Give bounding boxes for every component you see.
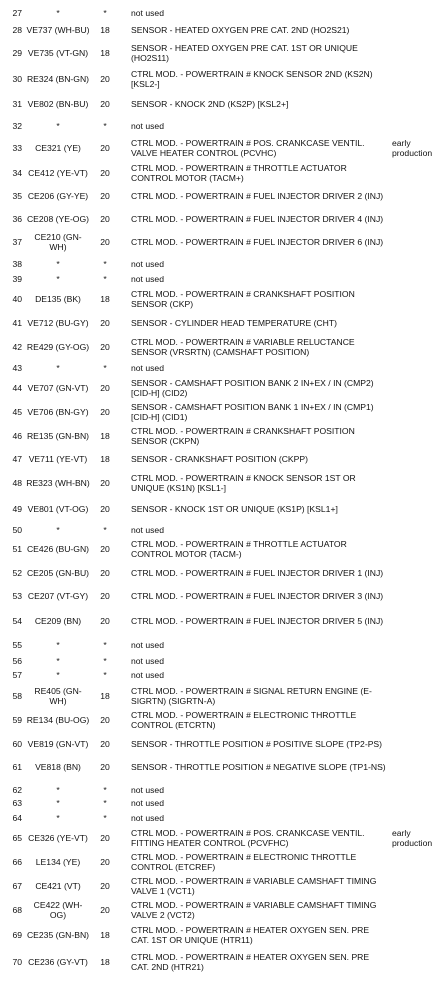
pin-number: 70 xyxy=(12,957,22,967)
circuit-description: CTRL MOD. - POWERTRAIN # ELECTRONIC THROTTLE CONTROL (ETCRTN) xyxy=(131,710,357,730)
wire-gauge: 20 xyxy=(100,99,110,109)
wire-code: VE706 (BN-GY) xyxy=(27,407,89,417)
circuit-description: not used xyxy=(131,670,164,680)
table-row xyxy=(0,536,443,562)
wire-code: * xyxy=(56,785,60,795)
table-row xyxy=(0,446,443,472)
wire-code: RE324 (BN-GN) xyxy=(26,74,90,84)
circuit-description: not used xyxy=(131,785,164,795)
circuit-description: CTRL MOD. - POWERTRAIN # FUEL INJECTOR DRIVER 6 (INJ) xyxy=(131,237,384,247)
circuit-description: not used xyxy=(131,798,164,808)
wire-gauge: 20 xyxy=(100,407,110,417)
circuit-description: not used xyxy=(131,640,164,650)
wire-code: * xyxy=(56,813,60,823)
table-row xyxy=(0,375,443,401)
wire-code: VE707 (GN-VT) xyxy=(27,383,89,393)
wire-code: * xyxy=(56,640,60,650)
circuit-description: CTRL MOD. - POWERTRAIN # FUEL INJECTOR DRIVER 5 (INJ) xyxy=(131,616,384,626)
wire-gauge: 20 xyxy=(100,881,110,891)
wire-gauge: 18 xyxy=(100,454,110,464)
wire-gauge: 20 xyxy=(100,504,110,514)
wire-gauge: 20 xyxy=(100,568,110,578)
wire-gauge: 18 xyxy=(100,25,110,35)
wire-code: * xyxy=(56,525,60,535)
table-row xyxy=(0,707,443,733)
table-row xyxy=(0,897,443,923)
pin-number: 42 xyxy=(12,342,22,352)
table-row xyxy=(0,40,443,66)
circuit-description: not used xyxy=(131,525,164,535)
wire-gauge: * xyxy=(103,813,107,823)
circuit-description: SENSOR - KNOCK 1ST OR UNIQUE (KS1P) [KSL1+] xyxy=(131,504,338,514)
wire-code: * xyxy=(56,274,60,284)
pin-number: 56 xyxy=(12,656,22,666)
circuit-description: CTRL MOD. - POWERTRAIN # VARIABLE CAMSHAFT TIMING VALVE 2 (VCT2) xyxy=(131,900,377,920)
table-row xyxy=(0,470,443,496)
circuit-description: CTRL MOD. - POWERTRAIN # CRANKSHAFT POSITION SENSOR (CKPN) xyxy=(131,426,355,446)
wire-code: RE429 (GY-OG) xyxy=(26,342,90,352)
pin-number: 67 xyxy=(12,881,22,891)
circuit-description: not used xyxy=(131,259,164,269)
pin-number: 40 xyxy=(12,294,22,304)
wire-gauge: 20 xyxy=(100,342,110,352)
circuit-description: SENSOR - THROTTLE POSITION # NEGATIVE SLOPE (TP1-NS) xyxy=(131,762,386,772)
pin-number: 53 xyxy=(12,591,22,601)
wire-code: CE321 (YE) xyxy=(35,143,81,153)
pin-number: 69 xyxy=(12,930,22,940)
table-row xyxy=(0,66,443,92)
table-row xyxy=(0,683,443,709)
pin-number: 48 xyxy=(12,478,22,488)
wire-gauge: 20 xyxy=(100,74,110,84)
wire-gauge: 20 xyxy=(100,591,110,601)
circuit-description: not used xyxy=(131,363,164,373)
pin-number: 47 xyxy=(12,454,22,464)
table-row xyxy=(0,583,443,609)
wire-gauge: 18 xyxy=(100,957,110,967)
circuit-description: not used xyxy=(131,813,164,823)
wire-code: CE421 (VT) xyxy=(35,881,81,891)
circuit-description: CTRL MOD. - POWERTRAIN # HEATER OXYGEN SEN. PRE CAT. 2ND (HTR21) xyxy=(131,952,370,972)
wire-code: * xyxy=(56,121,60,131)
circuit-description: CTRL MOD. - POWERTRAIN # ELECTRONIC THROTTLE CONTROL (ETCREF) xyxy=(131,852,357,872)
circuit-description: CTRL MOD. - POWERTRAIN # THROTTLE ACTUATOR CONTROL MOTOR (TACM+) xyxy=(131,163,347,183)
pin-number: 45 xyxy=(12,407,22,417)
wire-gauge: * xyxy=(103,785,107,795)
circuit-description: CTRL MOD. - POWERTRAIN # CRANKSHAFT POSITION SENSOR (CKP) xyxy=(131,289,355,309)
table-row xyxy=(0,608,443,634)
wire-gauge: 20 xyxy=(100,833,110,843)
wire-code: CE412 (YE-VT) xyxy=(28,168,88,178)
pin-number: 36 xyxy=(12,214,22,224)
pin-number: 28 xyxy=(12,25,22,35)
wire-gauge: * xyxy=(103,640,107,650)
circuit-description: CTRL MOD. - POWERTRAIN # FUEL INJECTOR DRIVER 3 (INJ) xyxy=(131,591,384,601)
wire-gauge: * xyxy=(103,259,107,269)
wire-gauge: 20 xyxy=(100,905,110,915)
table-row xyxy=(0,849,443,875)
wire-code: * xyxy=(56,259,60,269)
table-row xyxy=(0,135,443,161)
pin-number: 50 xyxy=(12,525,22,535)
pin-number: 29 xyxy=(12,48,22,58)
circuit-description: CTRL MOD. - POWERTRAIN # HEATER OXYGEN SEN. PRE CAT. 1ST OR UNIQUE (HTR11) xyxy=(131,925,370,945)
wire-gauge: 20 xyxy=(100,739,110,749)
pin-number: 27 xyxy=(12,8,22,18)
wire-gauge: * xyxy=(103,670,107,680)
wire-code: VE711 (YE-VT) xyxy=(28,454,88,464)
circuit-description: CTRL MOD. - POWERTRAIN # POS. CRANKCASE VENTIL. FITTING HEATER CONTROL (PCVFHC) xyxy=(131,828,365,848)
wire-gauge: 20 xyxy=(100,762,110,772)
pin-number: 38 xyxy=(12,259,22,269)
wire-code: RE323 (WH-BN) xyxy=(26,478,90,488)
circuit-description: CTRL MOD. - POWERTRAIN # FUEL INJECTOR DRIVER 4 (INJ) xyxy=(131,214,384,224)
pin-number: 39 xyxy=(12,274,22,284)
circuit-description: SENSOR - CAMSHAFT POSITION BANK 1 IN+EX / IN (CMP1) [CID-H] (CID1) xyxy=(131,402,374,422)
table-row xyxy=(0,399,443,425)
pin-number: 32 xyxy=(12,121,22,131)
wire-code: CE326 (YE-VT) xyxy=(28,833,88,843)
wire-code: CE422 (WH-OG) xyxy=(33,900,83,920)
pin-number: 61 xyxy=(12,762,22,772)
wire-code: VE735 (VT-GN) xyxy=(27,48,89,58)
wire-gauge: 20 xyxy=(100,237,110,247)
pin-number: 41 xyxy=(12,318,22,328)
wire-gauge: 20 xyxy=(100,318,110,328)
circuit-description: SENSOR - KNOCK 2ND (KS2P) [KSL2+] xyxy=(131,99,289,109)
wire-code: RE134 (BU-OG) xyxy=(26,715,90,725)
pin-number: 64 xyxy=(12,813,22,823)
wire-code: * xyxy=(56,8,60,18)
circuit-description: SENSOR - THROTTLE POSITION # POSITIVE SLOPE (TP2-PS) xyxy=(131,739,383,749)
wire-gauge: 18 xyxy=(100,294,110,304)
pin-number: 59 xyxy=(12,715,22,725)
pin-number: 31 xyxy=(12,99,22,109)
wire-code: CE235 (GN-BN) xyxy=(26,930,90,940)
wire-gauge: 20 xyxy=(100,715,110,725)
circuit-description: CTRL MOD. - POWERTRAIN # POS. CRANKCASE VENTIL. VALVE HEATER CONTROL (PCVHC) xyxy=(131,138,365,158)
wire-gauge: * xyxy=(103,363,107,373)
wire-gauge: * xyxy=(103,656,107,666)
wire-gauge: 20 xyxy=(100,857,110,867)
circuit-description: SENSOR - CYLINDER HEAD TEMPERATURE (CHT) xyxy=(131,318,337,328)
wire-code: VE712 (BU-GY) xyxy=(27,318,89,328)
wire-gauge: 18 xyxy=(100,691,110,701)
circuit-description: SENSOR - CAMSHAFT POSITION BANK 2 IN+EX / IN (CMP2) [CID-H] (CID2) xyxy=(131,378,374,398)
wire-code: VE819 (GN-VT) xyxy=(27,739,89,749)
circuit-description: CTRL MOD. - POWERTRAIN # KNOCK SENSOR 2ND (KS2N) [KSL2-] xyxy=(131,69,373,89)
wire-gauge: 20 xyxy=(100,544,110,554)
wire-code: RE405 (GN-WH) xyxy=(34,686,82,706)
pin-number: 33 xyxy=(12,143,22,153)
wire-code: * xyxy=(56,670,60,680)
circuit-description: not used xyxy=(131,656,164,666)
pin-number: 58 xyxy=(12,691,22,701)
circuit-description: SENSOR - HEATED OXYGEN PRE CAT. 2ND (HO2S21) xyxy=(131,25,350,35)
circuit-description: CTRL MOD. - POWERTRAIN # FUEL INJECTOR DRIVER 1 (INJ) xyxy=(131,568,384,578)
wire-code: VE737 (WH-BU) xyxy=(26,25,90,35)
wire-code: DE135 (BK) xyxy=(35,294,81,304)
wire-code: CE426 (BU-GN) xyxy=(26,544,90,554)
wire-code: VE818 (BN) xyxy=(35,762,81,772)
table-row xyxy=(0,922,443,948)
pin-number: 55 xyxy=(12,640,22,650)
wire-gauge: * xyxy=(103,8,107,18)
wire-code: CE207 (VT-GY) xyxy=(27,591,89,601)
pin-number: 35 xyxy=(12,191,22,201)
pin-number: 34 xyxy=(12,168,22,178)
wire-code: CE206 (GY-YE) xyxy=(27,191,89,201)
wire-gauge: * xyxy=(103,274,107,284)
circuit-description: CTRL MOD. - POWERTRAIN # THROTTLE ACTUATOR CONTROL MOTOR (TACM-) xyxy=(131,539,347,559)
wire-code: * xyxy=(56,363,60,373)
circuit-notes: early production xyxy=(392,138,433,158)
table-row xyxy=(0,949,443,975)
table-row xyxy=(0,825,443,851)
pin-number: 63 xyxy=(12,798,22,808)
pin-number: 30 xyxy=(12,74,22,84)
wire-gauge: 20 xyxy=(100,214,110,224)
wire-gauge: 18 xyxy=(100,48,110,58)
wire-code: CE210 (GN-WH) xyxy=(34,232,82,252)
wire-code: CE205 (GN-BU) xyxy=(26,568,90,578)
circuit-description: CTRL MOD. - POWERTRAIN # VARIABLE RELUCTANCE SENSOR (VRSRTN) (CAMSHAFT POSITION) xyxy=(131,337,355,357)
wire-gauge: 20 xyxy=(100,143,110,153)
pin-number: 66 xyxy=(12,857,22,867)
circuit-notes: early production xyxy=(392,828,433,848)
pin-number: 49 xyxy=(12,504,22,514)
wire-code: VE801 (VT-OG) xyxy=(27,504,89,514)
wire-code: RE135 (GN-BN) xyxy=(26,431,90,441)
wire-code: CE236 (GY-VT) xyxy=(28,957,88,967)
wire-gauge: 20 xyxy=(100,383,110,393)
wire-gauge: 20 xyxy=(100,616,110,626)
wire-code: CE208 (YE-OG) xyxy=(26,214,90,224)
circuit-description: not used xyxy=(131,8,164,18)
pin-number: 52 xyxy=(12,568,22,578)
wire-gauge: * xyxy=(103,525,107,535)
circuit-description: CTRL MOD. - POWERTRAIN # KNOCK SENSOR 1ST OR UNIQUE (KS1N) [KSL1-] xyxy=(131,473,356,493)
pin-number: 68 xyxy=(12,905,22,915)
table-row xyxy=(0,286,443,312)
wire-gauge: 20 xyxy=(100,191,110,201)
pin-number: 51 xyxy=(12,544,22,554)
circuit-description: CTRL MOD. - POWERTRAIN # VARIABLE CAMSHAFT TIMING VALVE 1 (VCT1) xyxy=(131,876,377,896)
pin-number: 57 xyxy=(12,670,22,680)
pin-number: 46 xyxy=(12,431,22,441)
pin-number: 43 xyxy=(12,363,22,373)
wire-code: * xyxy=(56,798,60,808)
pin-number: 37 xyxy=(12,237,22,247)
circuit-description: CTRL MOD. - POWERTRAIN # FUEL INJECTOR DRIVER 2 (INJ) xyxy=(131,191,384,201)
wire-code: VE802 (BN-BU) xyxy=(27,99,89,109)
wire-gauge: 20 xyxy=(100,478,110,488)
pin-number: 62 xyxy=(12,785,22,795)
wire-gauge: * xyxy=(103,121,107,131)
circuit-description: not used xyxy=(131,121,164,131)
pin-number: 54 xyxy=(12,616,22,626)
wire-gauge: 20 xyxy=(100,168,110,178)
circuit-description: CTRL MOD. - POWERTRAIN # SIGNAL RETURN ENGINE (E-SIGRTN) (SIGRTN-A) xyxy=(131,686,372,706)
circuit-description: SENSOR - CRANKSHAFT POSITION (CKPP) xyxy=(131,454,308,464)
wire-code: CE209 (BN) xyxy=(34,616,82,626)
pin-number: 65 xyxy=(12,833,22,843)
circuit-description: not used xyxy=(131,274,164,284)
wire-gauge: * xyxy=(103,798,107,808)
table-row xyxy=(0,873,443,899)
wire-gauge: 18 xyxy=(100,431,110,441)
wire-code: * xyxy=(56,656,60,666)
table-row xyxy=(0,310,443,336)
pin-number: 44 xyxy=(12,383,22,393)
wire-gauge: 18 xyxy=(100,930,110,940)
wire-code: LE134 (YE) xyxy=(35,857,81,867)
circuit-description: SENSOR - HEATED OXYGEN PRE CAT. 1ST OR UNIQUE (HO2S11) xyxy=(131,43,358,63)
pin-number: 60 xyxy=(12,739,22,749)
